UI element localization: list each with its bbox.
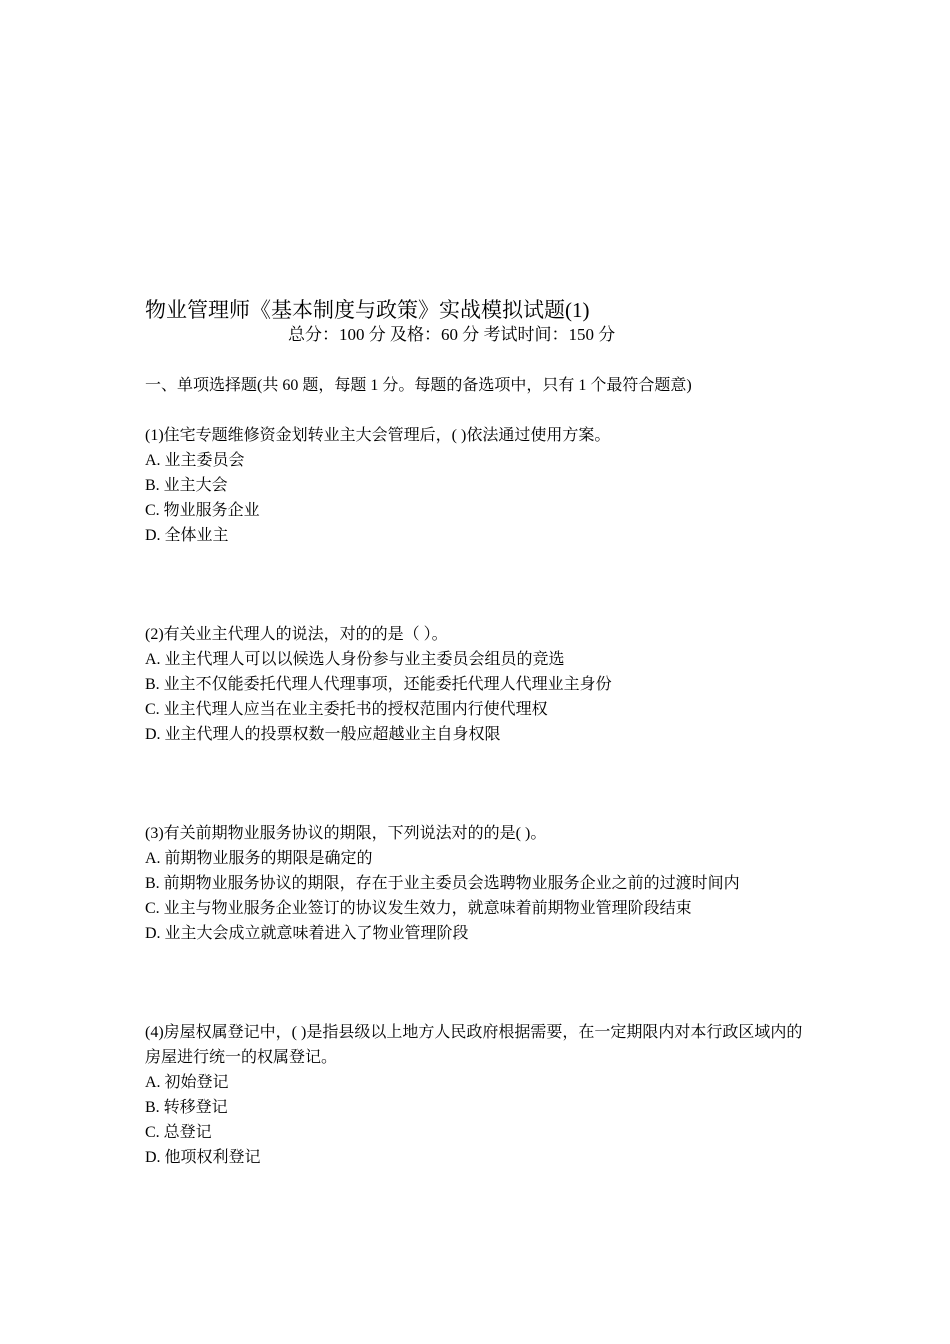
- option-a: A. 初始登记: [145, 1074, 229, 1091]
- option-d: D. 业主代理人的投票权数一般应超越业主自身权限: [145, 726, 501, 743]
- question-stem: (4)房屋权属登记中，( )是指县级以上地方人民政府根据需要，在一定期限内对本行政区域内的房屋进行统一的权属登记。: [145, 1024, 803, 1066]
- option-d: D. 他项权利登记: [145, 1149, 261, 1166]
- question-2: [145, 622, 815, 747]
- question-stem: (3)有关前期物业服务协议的期限，下列说法对的的是( )。: [145, 825, 547, 842]
- exam-info: 总分：100 分 及格：60 分 考试时间：150 分: [288, 325, 616, 344]
- option-a: A. 业主代理人可以以候选人身份参与业主委员会组员的竞选: [145, 651, 565, 668]
- option-c: C. 业主代理人应当在业主委托书的授权范围内行使代理权: [145, 701, 548, 718]
- question-3: [145, 821, 815, 946]
- option-a: A. 业主委员会: [145, 452, 245, 469]
- option-c: C. 总登记: [145, 1124, 212, 1141]
- option-d: D. 全体业主: [145, 527, 229, 544]
- document-title: 物业管理师《基本制度与政策》实战模拟试题(1): [145, 298, 590, 322]
- question-stem: (1)住宅专题维修资金划转业主大会管理后，( )依法通过使用方案。: [145, 427, 611, 444]
- option-c: C. 物业服务企业: [145, 502, 260, 519]
- section-heading: 一、单项选择题(共 60 题，每题 1 分。每题的备选项中，只有 1 个最符合题意): [145, 377, 692, 394]
- option-b: B. 前期物业服务协议的期限，存在于业主委员会选聘物业服务企业之前的过渡时间内: [145, 875, 740, 892]
- question-4: [145, 1020, 815, 1170]
- question-1: [145, 423, 815, 548]
- option-b: B. 转移登记: [145, 1099, 228, 1116]
- option-b: B. 业主不仅能委托代理人代理事项，还能委托代理人代理业主身份: [145, 676, 612, 693]
- option-a: A. 前期物业服务的期限是确定的: [145, 850, 373, 867]
- option-b: B. 业主大会: [145, 477, 228, 494]
- option-d: D. 业主大会成立就意味着进入了物业管理阶段: [145, 925, 469, 942]
- question-stem: (2)有关业主代理人的说法，对的的是（ ）。: [145, 626, 448, 643]
- option-c: C. 业主与物业服务企业签订的协议发生效力，就意味着前期物业管理阶段结束: [145, 900, 692, 917]
